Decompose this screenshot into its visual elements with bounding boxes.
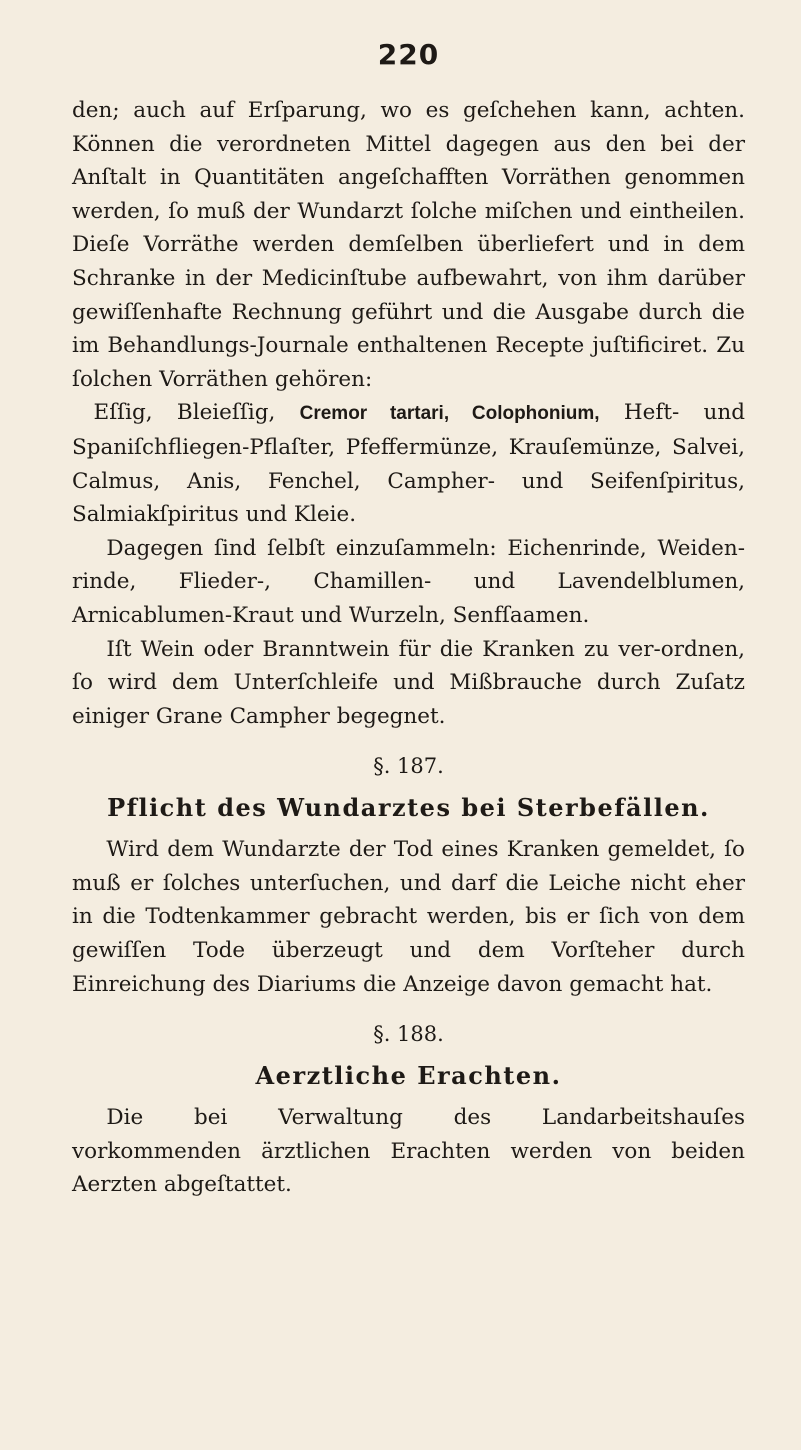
paragraph-collect-list: Dagegen ſind ſelbſt einzuſammeln: Eichenrinde, Weiden-rinde, Flieder-, Chamillen- und Lavendelblumen, Arnicablumen-Kraut und Wurzeln, Senfſaamen. [72, 535, 745, 628]
paragraph-continuation: den; auch auf Erſparung, wo es geſchehen kann, achten. Können die verordneten Mittel dagegen aus den bei der Anſtalt in Quantitäten angeſchafften Vorräthen genommen werden, ſo muß der Wundarzt ſolche miſchen und eintheilen. Dieſe Vorräthe werden demſelben überliefert und in dem Schranke in der Medicinſtube aufbewahrt, von ihm darüber gewiſſenhafte Rechnung geführt und die Ausgabe durch die im Behandlungs-Journale enthaltenen Recepte juſtificiret. Zu ſolchen Vorräthen gehören: [72, 98, 745, 392]
supplies-text-b: Heft- und Spaniſchfliegen-Pflaſter, Pfeffermünze, Krauſemünze, Salvei, Calmus, Anis, Fenchel, Campher- und Seifenſpiritus, Salmiakſpiritus und Kleie. [72, 400, 745, 528]
section-number-187: §. 187. [373, 754, 444, 779]
section-text-188: Die bei Verwaltung des Landarbeitshauſes vorkommenden ärztlichen Erachten werden von beiden Aerzten abgeſtattet. [72, 1105, 745, 1198]
section-heading-187: Pflicht des Wundarztes bei Sterbefällen. [107, 793, 710, 823]
paragraph-supplies-list [72, 396, 745, 531]
page-number: 220 [377, 38, 440, 71]
section-heading-188: Aerztliche Erachten. [255, 1061, 562, 1091]
section-text-187: Wird dem Wundarzte der Tod eines Kranken gemeldet, ſo muß er ſolches unterſuchen, und darf die Leiche nicht eher in die Todtenkammer gebracht werden, bis er ſich von dem gewiſſen Tode überzeugt und dem Vorſteher durch Einreichung des Diariums die Anzeige davon gemacht hat. [72, 837, 745, 997]
supplies-text-a: Eſſig, Bleieſſig, [93, 400, 300, 426]
section-number-188: §. 188. [373, 1022, 444, 1047]
supplies-latin-terms: Cremor tartari, Colophonium, [299, 403, 600, 425]
paragraph-wine: Iſt Wein oder Branntwein für die Kranken zu ver-ordnen, ſo wird dem Unterſchleife und Mißbrauche durch Zuſatz einiger Grane Campher begegnet. [72, 636, 745, 729]
